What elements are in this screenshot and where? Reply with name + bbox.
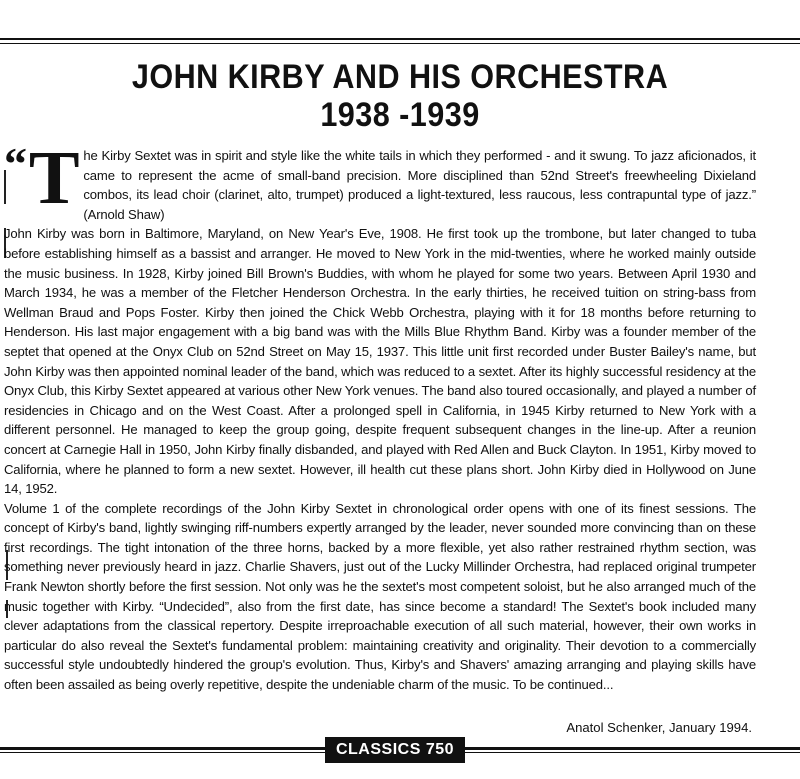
title-line-1: JOHN KIRBY AND HIS ORCHESTRA [131, 58, 669, 96]
open-quote-mark: “ [4, 138, 27, 189]
biography-paragraph: John Kirby was born in Baltimore, Maryland, on New Year's Eve, 1908. He first took up the trombone, but later changed to tuba before establishing himself as a bassist and arranger. He moved to New York in the mid-twenties, where he worked mainly outside the music business. In 1928, Kirby joined Bill Brown's Buddies, with whom he played for some two years. Between April 1930 and March 1934, he was a member of the Fletcher Henderson Orchestra. In the early thirties, he received tuition on string-bass from Wellman Braud and Pops Foster. Kirby then joined the Chick Webb Orchestra, playing with it for 18 months before returning to Henderson. His last major engagement with a big band was with the Mills Blue Rhythm Band. Kirby was a founder member of the septet that opened at the Onyx Club on 52nd Street on May 15, 1937. This little unit first recorded under Buster Bailey's name, but John Kirby was then appointed nominal leader of the band, which was reduced to a sextet. After its highly successful residency at the Onyx Club, this Kirby Sextet appeared at various other New York venues. The band also toured occasionally, and played a number of residencies in Chicago and on the West Coast. After a prolonged spell in California, in 1945 Kirby returned to New York with a different personnel. He managed to keep the group going, despite frequent subsequent changes in the line-up. After a reunion concert at Carnegie Hall in 1950, John Kirby finally disbanded, and played with Red Allen and Buck Clayton. In 1951, Kirby moved to California, where he planned to form a new sextet. However, ill health cut these plans short. John Kirby died in Hollywood on June 14, 1952. [4, 226, 756, 497]
opening-quote [4, 136, 756, 224]
recordings-paragraph: Volume 1 of the complete recordings of the John Kirby Sextet in chronological order opens with one of its finest sessions. The concept of Kirby's band, lightly swinging riff-numbers expertly arranged by the leader, never sounded more convincing than on these first recordings. The tight intonation of the three horns, backed by a more flexible, yet also rather restrained rhythm section, was something never previously heard in jazz. Charlie Shavers, just out of the Lucky Millinder Orchestra, had replaced original trumpeter Frank Newton shortly before the first session. Not only was he the sextet's most competent soloist, but he also arranged much of the music together with Kirby. “Undecided”, also from the first date, has since become a standard! The Sextet's book included many clever adaptations from the classical repertory. Despite irreproachable execution of all such material, however, their own works in particular do also reveal the Sextet's fundamental problem: maintaining creativity and originality. Their devotion to a commercially successful style undoubtedly hindered the group's evolution. Thus, Kirby's and Shavers' amazing arranging and playing skills have often been assailed as being overly repetitive, despite the undeniable charm of the music. To be continued... [4, 500, 756, 693]
dropcap-letter: T [28, 136, 80, 220]
catalog-badge: CLASSICS 750 [325, 737, 465, 763]
author-signature: Anatol Schenker, January 1994. [566, 720, 752, 735]
top-rule [0, 38, 800, 40]
page-title [40, 58, 760, 134]
quote-text: he Kirby Sextet was in spirit and style like the white tails in which they performed - and it swung. To jazz aficionados, it came to represent the acme of small-band precision. More disciplined than 52nd Street's freewheeling Dixieland combos, its lead choir (clarinet, alto, trumpet) produced a light-textured, less raucous, less contrapuntal type of jazz.” (Arnold Shaw) [83, 148, 756, 222]
title-line-2: 1938 -1939 [320, 96, 480, 134]
top-rule-thin [0, 43, 800, 44]
liner-notes-body [4, 136, 756, 695]
